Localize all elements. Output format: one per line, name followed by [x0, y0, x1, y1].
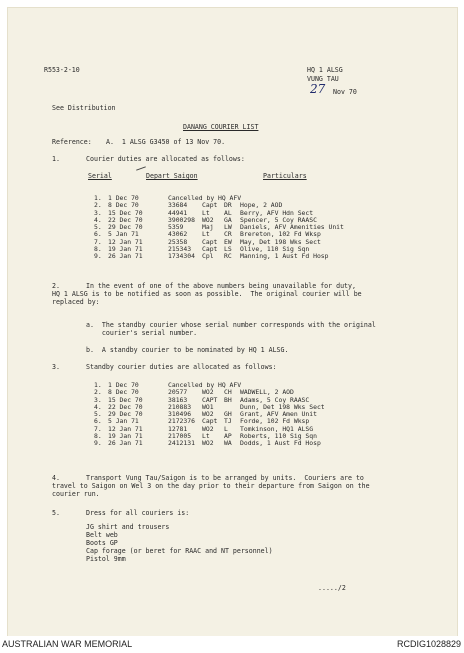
cell-date: 22 Dec 70	[108, 215, 143, 224]
para-2-line-2: HQ 1 ALSG is to be notified as soon as possible. The original courier will be	[52, 290, 362, 298]
cell-date: 12 Jan 71	[108, 424, 143, 433]
dress-item: Cap forage (or beret for RAAC and NT personnel)	[86, 547, 273, 555]
cell-serial: 4.	[94, 402, 102, 411]
cell-serial: 4.	[94, 215, 102, 224]
para-1-number: 1.	[52, 155, 60, 163]
cell-rank: WO2	[202, 410, 214, 419]
cell-date: 15 Dec 70	[108, 208, 143, 217]
distribution-line: See Distribution	[52, 104, 116, 112]
cell-name: Dunn, Det 198 Wks Sect	[240, 402, 325, 411]
cell-num: 20577	[168, 388, 188, 397]
cell-rank: WO2	[202, 388, 214, 397]
continuation-marker: ...../2	[318, 584, 346, 592]
para-2-number: 2.	[52, 282, 60, 290]
table1-header-depart: Depart Saigon	[146, 172, 198, 180]
para-4-number: 4.	[52, 474, 60, 482]
cell-init: AP	[224, 432, 232, 441]
cell-date: 26 Jan 71	[108, 439, 143, 448]
cell-rank: Lt	[202, 432, 210, 441]
cell-date: 29 Dec 70	[108, 410, 143, 419]
archive-name: AUSTRALIAN WAR MEMORIAL	[2, 639, 133, 649]
cell-name: Brereton, 102 Fd Wksp	[240, 230, 321, 239]
cell-name: Tomkinson, HQ1 ALSG	[240, 424, 314, 433]
dress-item: Belt web	[86, 531, 118, 539]
cell-num: 2172376	[168, 417, 195, 426]
courier-table	[94, 195, 414, 261]
cell-init: GH	[224, 410, 232, 419]
date-month: Nov 70	[333, 88, 357, 96]
cell-name: Spencer, 5 Coy RAASC	[240, 215, 317, 224]
cell-init: TJ	[224, 417, 232, 426]
para-2a-line-1: a. The standby courier whose serial number corresponds with the original	[86, 321, 376, 329]
para-2a-line-2: courier's serial number.	[86, 329, 198, 337]
cell-init: AL	[224, 208, 232, 217]
cell-date: 19 Jan 71	[108, 245, 143, 254]
cell-date: 29 Dec 70	[108, 223, 143, 232]
cell-date: 5 Jan 71	[108, 230, 139, 239]
cell-num: 210883	[168, 402, 192, 411]
cell-rank: WO2	[202, 439, 214, 448]
cell-num: 25358	[168, 237, 188, 246]
cell-serial: 9.	[94, 439, 102, 448]
location: VUNG TAU	[307, 75, 339, 83]
cell-rank: Cpl	[202, 252, 214, 261]
cell-serial: 6.	[94, 417, 102, 426]
cell-num: 1734304	[168, 252, 195, 261]
cell-init: DR	[224, 201, 232, 210]
dress-item: Pistol 9mm	[86, 555, 126, 563]
cell-rank: WO2	[202, 424, 214, 433]
dress-item: Boots GP	[86, 539, 118, 547]
cell-serial: 7.	[94, 424, 102, 433]
cell-serial: 2.	[94, 388, 102, 397]
cell-rank: WO2	[202, 215, 214, 224]
archive-id: RCDIG1028829	[396, 639, 461, 649]
cell-name: Forde, 102 Fd Wksp	[240, 417, 310, 426]
cell-num: 44941	[168, 208, 188, 217]
cell-name: Hope, 2 AOD	[240, 201, 283, 210]
cell-serial: 1.	[94, 194, 102, 202]
cell-rank: Capt	[202, 201, 218, 210]
cell-date: 12 Jan 71	[108, 237, 143, 246]
cell-num: 310496	[168, 410, 192, 419]
cell-init: CR	[224, 230, 232, 239]
cell-name: Dodds, 1 Aust Fd Hosp	[240, 439, 321, 448]
cell-name: Manning, 1 Aust Fd Hosp	[240, 252, 329, 261]
cell-serial: 8.	[94, 432, 102, 441]
cell-rank: Maj	[202, 223, 214, 232]
cell-serial: 9.	[94, 252, 102, 261]
reference-label: Reference:	[52, 138, 92, 146]
para-3-text: Standby courier duties are allocated as follows:	[86, 363, 277, 371]
para-3-number: 3.	[52, 363, 60, 371]
cell-rank: WO1	[202, 402, 214, 411]
cell-name: Roberts, 110 Sig Sqn	[240, 432, 317, 441]
para-4-line-3: courier run.	[52, 490, 100, 498]
cell-rank: Capt	[202, 417, 218, 426]
cell-init: LW	[224, 223, 232, 232]
cell-name: Grant, AFV Amen Unit	[240, 410, 317, 419]
cell-init: EW	[224, 237, 232, 246]
cell-date: 19 Jan 71	[108, 432, 143, 441]
para-4-line-1: Transport Vung Tau/Saigon is to be arranged by units. Couriers are to	[86, 474, 364, 482]
para-5-number: 5.	[52, 509, 60, 517]
cell-num: 5359	[168, 223, 184, 232]
cell-serial: 6.	[94, 230, 102, 239]
cell-num: 2412131	[168, 439, 195, 448]
para-2-line-1: In the event of one of the above numbers being unavailable for duty,	[86, 282, 356, 290]
cell-detail: Cancelled by HQ AFV	[168, 381, 242, 389]
table-row	[94, 440, 414, 447]
cell-serial: 7.	[94, 237, 102, 246]
cell-date: 1 Dec 70	[108, 381, 139, 389]
cell-num: 12781	[168, 424, 188, 433]
cell-date: 8 Dec 70	[108, 388, 139, 397]
cell-num: 217005	[168, 432, 192, 441]
cell-rank: Capt	[202, 237, 218, 246]
cell-init: GA	[224, 215, 232, 224]
cell-date: 1 Dec 70	[108, 194, 139, 202]
cell-rank: Lt	[202, 230, 210, 239]
cell-serial: 1.	[94, 381, 102, 389]
cell-serial: 2.	[94, 201, 102, 210]
cell-rank: Capt	[202, 245, 218, 254]
cell-num: 38163	[168, 395, 188, 404]
cell-num: 33684	[168, 201, 188, 210]
para-2b: b. A standby courier to be nominated by HQ 1 ALSG.	[86, 346, 289, 354]
table1-header-particulars: Particulars	[263, 172, 307, 180]
cell-init: L	[224, 424, 228, 433]
cell-num: 215343	[168, 245, 192, 254]
para-1-text: Courier duties are allocated as follows:	[86, 155, 245, 163]
standby-courier-table	[94, 382, 414, 448]
para-2-line-3: replaced by:	[52, 298, 100, 306]
unit-name: HQ 1 ALSG	[307, 66, 343, 74]
cell-rank: CAPT	[202, 395, 218, 404]
para-4-line-2: travel to Saigon on Wel 3 on the day prior to their departure from Saigon on the	[52, 482, 370, 490]
cell-rank: Lt	[202, 208, 210, 217]
cell-num: 43062	[168, 230, 188, 239]
cell-serial: 8.	[94, 245, 102, 254]
document-title: DANANG COURIER LIST	[183, 123, 259, 131]
cell-name: WADWELL, 2 AOD	[240, 388, 294, 397]
cell-name: Daniels, AFV Amenities Unit	[240, 223, 344, 232]
cell-name: Berry, AFV Hdn Sect	[240, 208, 314, 217]
cell-name: May, Det 198 Wks Sect	[240, 237, 321, 246]
dress-item: JG shirt and trousers	[86, 523, 170, 531]
cell-init: LS	[224, 245, 232, 254]
cell-serial: 5.	[94, 410, 102, 419]
cell-name: Adams, 5 Coy RAASC	[240, 395, 310, 404]
cell-date: 5 Jan 71	[108, 417, 139, 426]
reference-text: A. 1 ALSG G3450 of 13 Nov 70.	[106, 138, 226, 146]
cell-num: 3900298	[168, 215, 195, 224]
handwritten-day: 27	[310, 82, 326, 96]
cell-init: BH	[224, 395, 232, 404]
archive-footer	[0, 636, 464, 653]
cell-serial: 3.	[94, 395, 102, 404]
cell-date: 15 Dec 70	[108, 395, 143, 404]
cell-date: 8 Dec 70	[108, 201, 139, 210]
cell-serial: 5.	[94, 223, 102, 232]
table-row	[94, 253, 414, 260]
cell-init: WA	[224, 439, 232, 448]
cell-init: RC	[224, 252, 232, 261]
table1-header-serial: Serial	[88, 172, 112, 180]
cell-detail: Cancelled by HQ AFV	[168, 194, 242, 202]
cell-date: 22 Dec 70	[108, 402, 143, 411]
cell-date: 26 Jan 71	[108, 252, 143, 261]
cell-serial: 3.	[94, 208, 102, 217]
cell-name: Olive, 110 Sig Sqn	[240, 245, 310, 254]
file-reference: R553-2-10	[44, 66, 80, 74]
para-5-text: Dress for all couriers is:	[86, 509, 190, 517]
cell-init: CH	[224, 388, 232, 397]
